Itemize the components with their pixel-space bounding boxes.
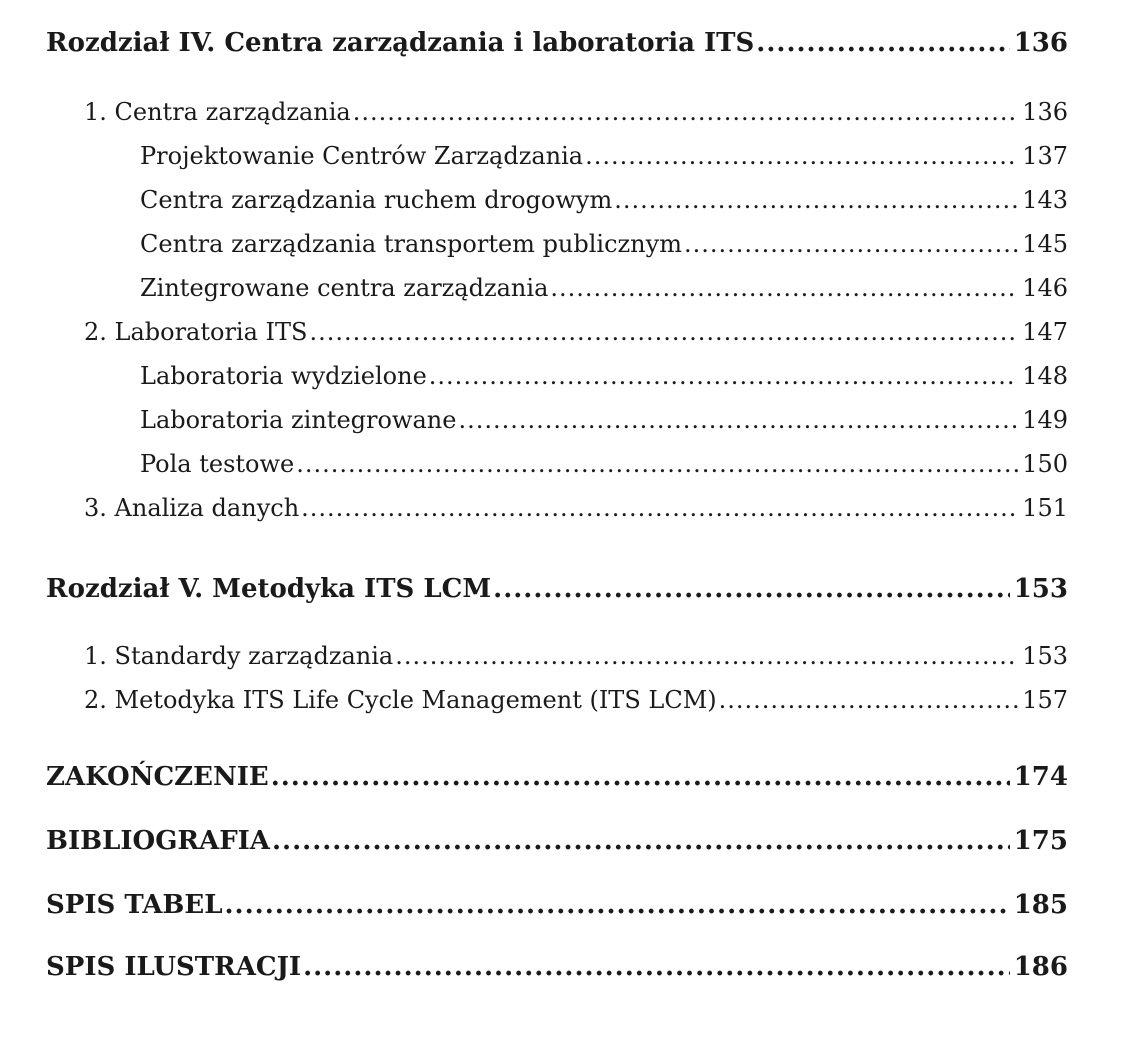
toc-entry-label: Projektowanie Centrów Zarządzania	[140, 142, 584, 170]
dot-leader	[309, 318, 1018, 346]
dot-leader	[493, 574, 1010, 604]
toc-section[interactable]	[84, 318, 1068, 346]
toc-section[interactable]	[84, 98, 1068, 126]
toc-entry-label: 1. Standardy zarządzania	[84, 642, 394, 670]
toc-page-number: 148	[1022, 362, 1068, 390]
toc-entry-label: Zintegrowane centra zarządzania	[140, 274, 549, 302]
dot-leader	[303, 952, 1010, 982]
toc-page-number: 147	[1022, 318, 1068, 346]
toc-entry-label: ZAKOŃCZENIE	[46, 762, 269, 792]
toc-entry-label: 1. Centra zarządzania	[84, 98, 351, 126]
toc-entry-label: Rozdział V. Metodyka ITS LCM	[46, 574, 492, 604]
toc-section[interactable]	[84, 686, 1068, 714]
toc-entry-label: BIBLIOGRAFIA	[46, 826, 270, 856]
dot-leader	[301, 494, 1018, 522]
toc-subsection[interactable]	[140, 142, 1068, 170]
toc-subsection[interactable]	[140, 406, 1068, 434]
toc-page-number: 146	[1022, 274, 1068, 302]
dot-leader	[756, 28, 1009, 58]
toc-page-number: 151	[1022, 494, 1068, 522]
toc-entry-label: SPIS ILUSTRACJI	[46, 952, 302, 982]
dot-leader	[353, 98, 1018, 126]
toc-back-matter-bibliography[interactable]	[46, 826, 1068, 856]
toc-page-number: 143	[1022, 186, 1068, 214]
toc-subsection[interactable]	[140, 450, 1068, 478]
toc-chapter-5[interactable]	[46, 574, 1068, 604]
toc-section[interactable]	[84, 642, 1068, 670]
toc-subsection[interactable]	[140, 186, 1068, 214]
toc-page-number: 150	[1022, 450, 1068, 478]
toc-entry-label: Pola testowe	[140, 450, 295, 478]
toc-page-number: 136	[1013, 28, 1068, 58]
dot-leader	[550, 274, 1018, 302]
toc-entry-label: Centra zarządzania ruchem drogowym	[140, 186, 613, 214]
toc-page-number: 174	[1013, 762, 1068, 792]
toc-entry-label: Centra zarządzania transportem publicznym	[140, 230, 682, 258]
toc-back-matter-tables[interactable]	[46, 890, 1068, 920]
dot-leader	[271, 762, 1010, 792]
toc-page-number: 175	[1013, 826, 1068, 856]
toc-page-number: 157	[1022, 686, 1068, 714]
toc-entry-label: 2. Metodyka ITS Life Cycle Management (ITS LCM)	[84, 686, 717, 714]
toc-page-number: 136	[1022, 98, 1068, 126]
dot-leader	[684, 230, 1018, 258]
toc-entry-label: SPIS TABEL	[46, 890, 223, 920]
toc-page-number: 145	[1022, 230, 1068, 258]
dot-leader	[395, 642, 1018, 670]
toc-entry-label: Laboratoria zintegrowane	[140, 406, 457, 434]
toc-entry-label: 2. Laboratoria ITS	[84, 318, 308, 346]
dot-leader	[719, 686, 1019, 714]
toc-page-number: 149	[1022, 406, 1068, 434]
toc-page-number: 185	[1013, 890, 1068, 920]
toc-chapter-4[interactable]	[46, 28, 1068, 58]
dot-leader	[614, 186, 1018, 214]
toc-entry-label: Laboratoria wydzielone	[140, 362, 427, 390]
toc-entry-label: Rozdział IV. Centra zarządzania i laboratoria ITS	[46, 28, 755, 58]
dot-leader	[585, 142, 1018, 170]
toc-back-matter-illustrations[interactable]	[46, 952, 1068, 982]
toc-page-number: 153	[1013, 574, 1068, 604]
dot-leader	[225, 890, 1010, 920]
toc-section[interactable]	[84, 494, 1068, 522]
toc-page-number: 186	[1013, 952, 1068, 982]
toc-page-number: 153	[1022, 642, 1068, 670]
toc-entry-label: 3. Analiza danych	[84, 494, 300, 522]
toc-page-number: 137	[1022, 142, 1068, 170]
dot-leader	[296, 450, 1018, 478]
toc-subsection[interactable]	[140, 230, 1068, 258]
table-of-contents	[46, 0, 1068, 1060]
toc-subsection[interactable]	[140, 362, 1068, 390]
dot-leader	[429, 362, 1018, 390]
toc-back-matter-conclusion[interactable]	[46, 762, 1068, 792]
dot-leader	[272, 826, 1010, 856]
toc-subsection[interactable]	[140, 274, 1068, 302]
dot-leader	[458, 406, 1018, 434]
